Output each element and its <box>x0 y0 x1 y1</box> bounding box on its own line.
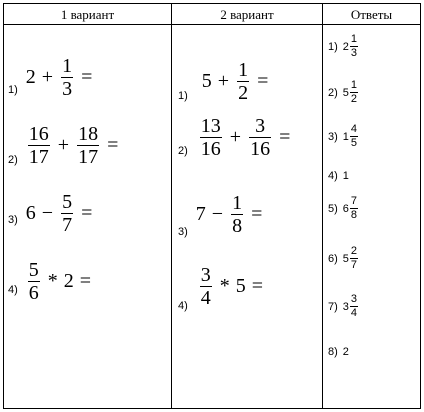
answer-number: 1) <box>328 40 338 53</box>
denominator: 6 <box>28 282 39 304</box>
answer-fraction <box>350 246 358 271</box>
answer-number: 4) <box>328 170 338 182</box>
problem-number: 1) <box>178 89 188 102</box>
answer-whole: 1 <box>342 130 349 143</box>
equals-sign: = <box>81 66 93 88</box>
denominator: 17 <box>78 146 99 168</box>
v1-problem-3 <box>8 192 98 235</box>
equals-sign: = <box>257 70 269 92</box>
answer-number: 2) <box>328 86 338 99</box>
column-divider-2 <box>322 4 323 408</box>
answer-whole: 5 <box>342 86 349 99</box>
denominator: 2 <box>350 93 358 105</box>
v1-problem-2 <box>8 124 124 167</box>
numerator: 3 <box>200 263 211 286</box>
equals-sign: = <box>279 126 291 148</box>
equals-sign: = <box>251 202 263 225</box>
answer-fraction <box>350 34 358 59</box>
answer-whole: 3 <box>342 300 349 313</box>
v1-problem-4 <box>8 260 97 303</box>
fraction <box>200 116 222 159</box>
operand: 2 <box>63 270 74 292</box>
operator: − <box>211 202 224 225</box>
answer-number: 7) <box>328 300 338 313</box>
v2-problem-3 <box>178 190 268 238</box>
fraction <box>249 116 271 159</box>
fraction <box>200 265 212 308</box>
numerator: 5 <box>62 191 73 213</box>
numerator: 1 <box>350 79 358 91</box>
problem-number: 4) <box>8 283 18 296</box>
numerator: 18 <box>78 123 99 145</box>
answer-8 <box>328 346 349 358</box>
problem-number: 2) <box>8 153 18 166</box>
denominator: 16 <box>200 138 221 160</box>
numerator: 2 <box>350 245 358 257</box>
answer-number: 5) <box>328 202 338 215</box>
denominator: 4 <box>200 286 211 309</box>
v2-problem-4 <box>178 260 269 312</box>
answer-fraction <box>350 196 358 221</box>
operand: 2 <box>25 66 36 88</box>
v1-problem-1 <box>8 56 98 99</box>
answer-fraction <box>350 124 358 149</box>
expression <box>202 60 275 103</box>
answer-whole: 6 <box>342 202 349 215</box>
operator: + <box>229 126 242 148</box>
denominator: 4 <box>350 307 358 319</box>
fraction <box>77 124 99 167</box>
numerator: 13 <box>200 115 221 137</box>
header-variant-2: 2 вариант <box>220 7 274 22</box>
expression <box>196 193 269 236</box>
answer-7 <box>328 294 358 319</box>
numerator: 3 <box>350 293 358 305</box>
answer-fraction <box>350 294 358 319</box>
problem-number: 4) <box>178 300 188 312</box>
header-answers: Ответы <box>350 7 393 22</box>
operator: * <box>47 270 58 292</box>
v2-problem-1 <box>178 60 274 103</box>
fraction <box>28 124 50 167</box>
denominator: 8 <box>232 214 243 237</box>
denominator: 5 <box>350 137 358 149</box>
header-divider <box>4 24 420 25</box>
answer-fraction <box>350 80 358 105</box>
fraction <box>231 193 243 236</box>
problem-number: 2) <box>178 144 188 157</box>
numerator: 5 <box>28 259 39 281</box>
operand: 5 <box>201 70 212 92</box>
answer-5 <box>328 196 358 221</box>
problem-number: 3) <box>8 213 18 226</box>
expression <box>198 265 269 308</box>
denominator: 17 <box>28 146 49 168</box>
expression <box>26 260 97 303</box>
numerator: 1 <box>62 55 73 77</box>
answer-number: 8) <box>328 346 338 358</box>
denominator: 2 <box>238 82 249 104</box>
numerator: 1 <box>238 59 249 81</box>
operator: * <box>219 274 230 297</box>
denominator: 7 <box>62 214 73 236</box>
answer-4 <box>328 170 349 182</box>
operand: 5 <box>235 274 246 297</box>
answer-value: 1 <box>342 170 349 182</box>
fraction <box>61 192 73 235</box>
operator: − <box>41 202 54 224</box>
answer-number: 6) <box>328 252 338 265</box>
v2-problem-2 <box>178 116 296 159</box>
answer-1 <box>328 34 358 59</box>
answer-6 <box>328 246 358 271</box>
column-divider-1 <box>171 4 172 408</box>
expression <box>26 56 99 99</box>
denominator: 3 <box>62 78 73 100</box>
problem-number: 3) <box>178 226 188 238</box>
answer-whole: 5 <box>342 252 349 265</box>
equals-sign: = <box>81 202 93 224</box>
answer-number: 3) <box>328 130 338 143</box>
answer-value: 2 <box>342 346 349 358</box>
numerator: 7 <box>350 195 358 207</box>
numerator: 1 <box>350 33 358 45</box>
operator: + <box>41 66 54 88</box>
operand: 6 <box>25 202 36 224</box>
numerator: 3 <box>255 115 266 137</box>
equals-sign: = <box>79 270 92 292</box>
expression <box>26 124 125 167</box>
operator: + <box>217 70 230 92</box>
fraction <box>61 56 73 99</box>
problem-number: 1) <box>8 83 18 96</box>
operand: 7 <box>195 202 206 225</box>
numerator: 16 <box>28 123 49 145</box>
numerator: 1 <box>232 191 243 214</box>
fraction <box>28 260 40 303</box>
equals-sign: = <box>251 274 264 297</box>
denominator: 16 <box>250 138 271 160</box>
answer-3 <box>328 124 358 149</box>
denominator: 3 <box>350 47 358 59</box>
operator: + <box>57 134 70 156</box>
equals-sign: = <box>107 134 119 156</box>
expression <box>26 192 99 235</box>
denominator: 8 <box>350 209 358 221</box>
answer-2 <box>328 80 358 105</box>
answer-whole: 2 <box>342 40 349 53</box>
fraction <box>237 60 249 103</box>
expression <box>198 116 297 159</box>
header-variant-1: 1 вариант <box>60 7 115 22</box>
numerator: 4 <box>350 123 358 135</box>
denominator: 7 <box>350 259 358 271</box>
